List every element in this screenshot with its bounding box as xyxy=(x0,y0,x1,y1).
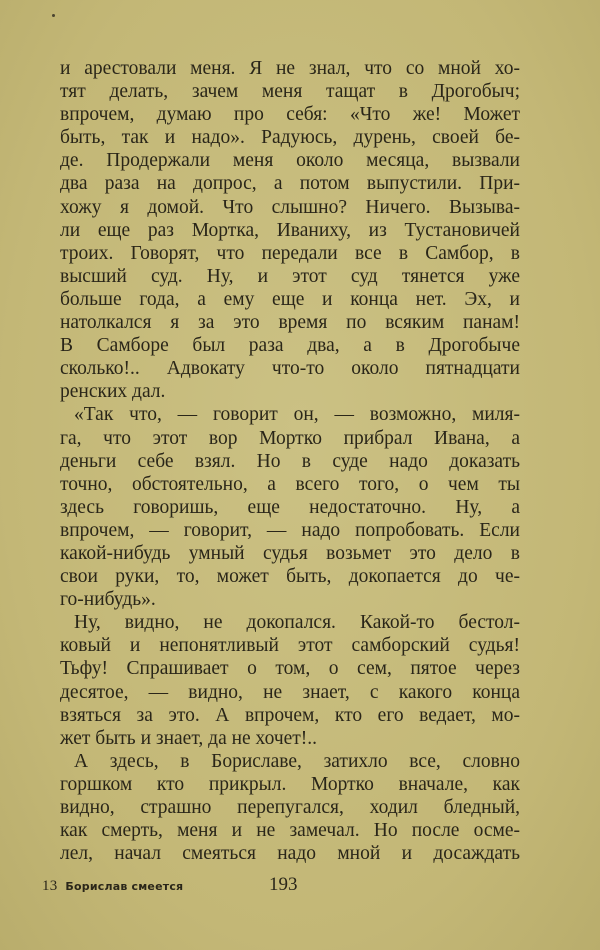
text-line: два раза на допрос, а потом выпустили. При- xyxy=(60,173,520,195)
text-line: точно, обстоятельно, а всего того, о чем ты xyxy=(60,473,520,495)
text-line: десятое, — видно, не знает, с какого конца xyxy=(60,681,520,703)
text-line: тят делать, зачем меня тащат в Дрогобыч; xyxy=(60,81,520,103)
signature-mark xyxy=(42,878,183,895)
text-line: га, что этот вор Мортко прибрал Ивана, а xyxy=(60,427,520,449)
text-line: впрочем, думаю про себя: «Что же! Может xyxy=(60,104,520,126)
text-line: натолкался я за это время по всяким панам! xyxy=(60,312,520,334)
signature-title: Борислав смеется xyxy=(65,880,184,893)
text-line: ли еще раз Мортка, Иваниху, из Тустановичей xyxy=(60,219,520,241)
text-line: жет быть и знает, да не хочет!.. xyxy=(60,727,318,749)
text-line: какой-нибудь умный судья возьмет это дело в xyxy=(60,542,520,564)
text-line: горшком кто прикрыл. Мортко вначале, как xyxy=(60,773,520,795)
body-text xyxy=(60,57,520,865)
text-line: «Так что, — говорит он, — возможно, миля- xyxy=(74,404,520,426)
text-line: А здесь, в Бориславе, затихло все, словно xyxy=(74,750,520,772)
text-line: хожу я домой. Что слышно? Ничего. Вызыва- xyxy=(60,196,520,218)
text-line: видно, страшно перепугался, ходил бледный, xyxy=(60,797,520,818)
text-line: де. Продержали меня около месяца, вызвали xyxy=(60,150,520,172)
text-line: го-нибудь». xyxy=(60,589,156,611)
text-line: сколько!.. Адвокату что-то около пятнадцати xyxy=(60,358,520,380)
text-line: больше года, а ему еще и конца нет. Эх, и xyxy=(60,288,520,310)
signature-number: 13 xyxy=(42,878,58,894)
text-line: свои руки, то, может быть, докопается до че- xyxy=(60,566,520,588)
text-line: ковый и непонятливый этот самборский судья! xyxy=(60,635,520,657)
text-line: взяться за это. А впрочем, кто его ведает, мо- xyxy=(60,704,520,726)
text-line: и арестовали меня. Я не знал, что со мной хо- xyxy=(60,58,520,79)
text-line: Ну, видно, не докопался. Какой-то бестол- xyxy=(74,612,520,634)
page-number: 193 xyxy=(269,874,298,895)
ink-speck xyxy=(52,14,55,17)
text-line: троих. Говорят, что передали все в Самбор, в xyxy=(60,242,520,264)
text-line: здесь говоришь, еще недостаточно. Ну, а xyxy=(60,496,520,518)
text-line: высший суд. Ну, и этот суд тянется уже xyxy=(60,265,520,287)
text-line: Тьфу! Спрашивает о том, о сем, пятое через xyxy=(60,658,520,680)
text-line: впрочем, — говорит, — надо попробовать. Если xyxy=(60,519,520,541)
text-line: В Самборе был раза два, а в Дрогобыче xyxy=(60,335,520,357)
text-line: лел, начал смеяться надо мной и досаждать xyxy=(60,843,520,865)
text-line: быть, так и надо». Радуюсь, дурень, своей бе- xyxy=(60,127,520,149)
text-line: как смерть, меня и не замечал. Но после осме- xyxy=(60,820,520,842)
text-line: деньги себе взял. Но в суде надо доказать xyxy=(60,450,520,472)
text-line: ренских дал. xyxy=(60,381,166,403)
